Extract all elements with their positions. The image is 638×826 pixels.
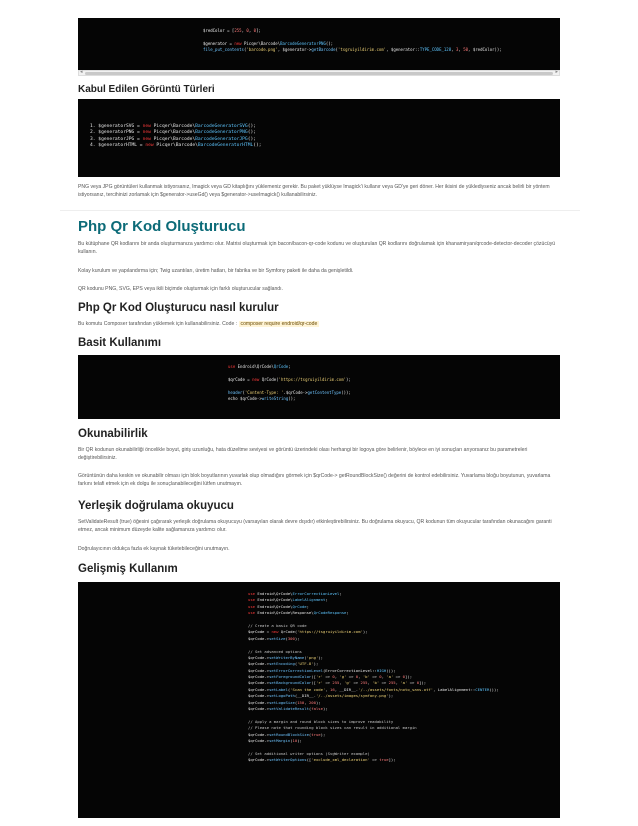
code-token: Endroid\QrCode\Response\ [255,610,314,616]
code-token: setLogoPath [269,693,295,699]
code-token: new [234,40,242,46]
code-token: => [379,680,389,686]
code-token: BarcodeGeneratorSVG [195,124,248,129]
divider [60,210,580,211]
code-token: new [271,629,279,635]
code-token: '/../assets/images/symfony.png' [315,693,389,699]
code-token: ); [294,635,300,641]
code-token: new [145,143,154,149]
code-token: new [252,376,260,382]
code-token: ( [308,706,312,712]
code-token: Picqer\Barcode\ [150,124,196,129]
code-token: => [346,674,356,680]
code-token: 50 [463,47,469,53]
code-token: getBarcode [311,47,336,53]
code-token: , [325,686,331,692]
code-line [90,142,560,148]
code-token: BarcodeGeneratorPNG [280,40,326,46]
paragraph-readability-1: Bir QR kodunun okunabilirliği öncelikle boyut, giriş uzunluğu, hata düzeltme seviyesi ve görüntü üzerindeki olası herhangi bir logoya göre belirlenir, böylece en iyi sonuçları arıyorsanız bu parametreleri değiştirebilirsiniz. [78,447,528,462]
code-token: HIGH [376,667,387,673]
code-token: 255 [388,680,396,686]
code-token: ); [320,731,326,737]
code-token: file_put_contents [203,47,244,53]
code-token: $qrCode-> [248,674,270,680]
code-token: Picqer\Barcode\ [150,130,196,136]
code-token: ); [346,376,351,382]
code-token: ( [242,389,245,395]
code-token: new [142,124,151,129]
heading-qr-install: Php Qr Kod Oluşturucu nasıl kurulur [78,302,279,314]
code-token: $generator [203,40,228,46]
code-token: $qrCode-> [248,737,270,743]
code-token: // Set additional writer options (SvgWriter example) [248,750,370,756]
code-token: ); [362,629,368,635]
code-token: , [451,47,456,53]
code-token: setForegroundColor [269,674,312,680]
code-token: ]); [388,757,396,763]
code-token: => [369,757,380,763]
code-token: writeString [261,395,289,401]
code-token: Picqer\Barcode\ [150,136,196,142]
code-token: Endroid\QrCode\ [255,597,293,603]
code-block-basic-usage [78,355,560,419]
paragraph-image-types: PNG veya JPG görüntüleri kullanmak istiyorsanız, Imagick veya GD kitaplığını yüklemeniz gerekir. Bu paket yüklüyse Imagick'i kullanır veya GD'ye geri döner. Her ikisini de yüklediyseniz ancak belirli bir yöntem istiyorsanız, tercihinizi zorlamak için $generator->useGd() veya $generator->useImagick() kullanabilirsiniz. [78,184,550,199]
install-text: Bu komutu Composer tarafından yüklemek için kullanabilirsiniz. Code : [78,321,238,327]
code-token: => [322,680,333,686]
code-token: setWriterByName [269,654,305,660]
code-token: QrCode [292,603,307,609]
code-token: 'barcode.png' [246,47,278,53]
code-token: QrCodeResponse [313,610,347,616]
code-token: use [248,610,256,616]
code-token: setLabel [269,686,288,692]
code-token: use [248,591,256,596]
code-token: $qrCode [248,629,265,635]
code-token: , [458,47,464,53]
code-token: (ErrorCorrectionLevel:: [322,667,377,673]
code-token: => [369,674,380,680]
code-token: $qrCode-> [237,395,262,401]
code-token: (); [253,143,262,149]
code-token: = [244,376,253,382]
code-token: false [311,706,323,712]
code-token: 3. $generatorJPG = [90,136,143,142]
code-token: , [304,699,309,705]
code-token: 0 [246,28,249,33]
code-token: $qrCode-> [248,686,270,692]
paragraph-validation-2: Doğrulayıcının oldukça fazla ek kaynak tüketebileceğini unutmayın. [78,546,230,552]
code-token: 1. $generatorSVG = [90,124,143,129]
code-block-barcode-png [78,18,560,70]
code-block-generators [78,99,560,177]
code-token: 0 [253,28,257,33]
code-token: 200 [308,699,316,705]
code-token: $qrCode-> [248,693,270,699]
code-token: 'https://tsgruiyildirim.com' [278,376,347,382]
code-token: setValidateResult [269,706,309,712]
code-token: LabelAlignment [292,597,326,603]
code-token: = [264,629,272,635]
code-token: ([ [306,757,312,763]
code-token: ([ [311,680,316,686]
code-token: 300 [287,635,295,641]
code-token: 255 [360,680,368,686]
code-token: 'r' [315,680,323,686]
code-token: 0 [355,674,359,680]
code-token: CENTER [475,686,490,692]
code-token: 'b' [372,680,380,686]
code-token: ); [313,661,319,667]
code-token: ( [287,686,291,692]
code-token: 'Scan the code' [290,686,326,692]
code-token: true [379,757,389,763]
code-token: 10 [292,737,298,743]
code-token: $qrCode-> [248,635,270,641]
code-token: , $generator-> [277,47,312,53]
code-token: 255 [234,28,242,33]
code-token: (); [288,395,296,401]
code-token: .$qrCode-> [283,389,308,395]
code-token: , [395,680,401,686]
code-token: , [248,28,254,33]
code-token: Endroid\QrCode\ [235,364,274,369]
code-token: 16 [330,686,335,692]
code-token: = [ [224,28,235,33]
code-token: setRoundBlockSize [269,731,309,737]
code-token: ()); [489,686,499,692]
code-token: BarcodeGeneratorJPG [195,136,248,142]
code-token: BarcodeGeneratorHTML [197,143,254,149]
code-block-advanced-usage [78,582,560,818]
code-token: 'Content-Type: ' [244,389,284,395]
code-token: 150 [297,699,305,705]
code-token: BarcodeGeneratorPNG [195,130,248,136]
scroll-right-icon[interactable]: ▸ [555,69,558,75]
code-token: setErrorCorrectionLevel [269,667,323,673]
code-token: $redColor [203,28,225,33]
code-token: ); [322,706,328,712]
code-token: (); [247,124,257,129]
code-token: $qrCode-> [248,706,270,712]
code-token: 255 [332,680,340,686]
heading-qr-generator: Php Qr Kod Oluşturucu [78,218,246,235]
code-token: ); [315,699,321,705]
code-token: , [241,28,247,33]
code-token: header [228,389,243,395]
code-token: (); [247,130,257,136]
code-token: ( [294,699,298,705]
code-token: QrCode( [259,376,279,382]
code-token: => [351,680,361,686]
code-token: , LabelAlignment:: [433,686,476,692]
code-token: setEncoding [269,661,295,667]
scrollbar-thumb[interactable] [85,72,553,75]
code-token: ); [297,737,302,743]
code-token: setMargin [269,737,291,743]
code-line [203,47,560,53]
heading-readability: Okunabilirlik [78,428,148,440]
code-token: 4. $generatorHTML = [90,143,146,149]
code-token: 'png' [306,654,319,660]
code-token: 'a' [400,680,408,686]
code-token: ; [339,591,342,596]
code-token: (); [247,136,257,142]
heading-basic-usage: Basit Kullanımı [78,337,162,349]
code-token: ]); [419,680,427,686]
code-token: ); [388,693,394,699]
code-token: , [334,674,340,680]
code-token: use [248,597,256,603]
code-token: ( [304,654,307,660]
code-token: $qrCode-> [248,654,270,660]
code-token: , __DIR__. [334,686,359,692]
code-token: => [393,674,403,680]
code-token: getContentType [307,389,342,395]
code-token: 'tsgruiyildirim.com' [337,47,387,53]
code-token: setBackgroundColor [269,680,312,686]
code-token: 'UTF-8' [297,661,314,667]
code-token: 0 [402,674,406,680]
code-token: 'b' [362,674,370,680]
code-token: ErrorCorrectionLevel [292,591,340,596]
code-token: , [358,674,363,680]
code-token: $qrCode-> [248,680,270,686]
paragraph-validation-1: SetValidateResult (true) öğesini çağırarak yerleşik doğrulama okuyucuyu (varsayılan olarak devre dışıdır) etkinleştirebilirsiniz. Bu doğrulama okuyucu, QR kodunun tüm okuyucular tarafından okunacağını garanti etmez, ancak minimum düzeyde kalite sağlamanıza yardımcı olur. [78,519,552,534]
code-token: // Apply a margin and round block sizes to improve readability [248,718,394,724]
code-token: ; [288,364,291,369]
paragraph-install [78,320,560,328]
code-token: (); [325,40,334,46]
code-token: Picqer\Barcode\ [153,143,198,149]
code-token: 0 [379,674,382,680]
code-token: => [322,674,333,680]
code-token: '/../assets/fonts/noto_sans.otf' [358,686,434,692]
code-token: // Create a basic QR code [248,622,307,628]
code-token: echo [228,395,238,401]
code-token: // Set advanced options [248,648,302,654]
code-token: 0 [332,674,335,680]
code-token: => [407,680,417,686]
code-token: new [142,130,151,136]
paragraph-readability-2: Görüntünün daha keskin ve okunabilir olması için blok boyutlarının yuvarlak olup olmadığını görmek için $qrCode-> getRoundBlockSize() değerini de kontrol edebilirsiniz. Yuvarlama bloğu boyutunun, yuvarlama farkını telafi etmek için ek dolgu ile sonuçlanabileceğini lütfen unutmayın. [78,473,551,488]
code-token: 'a' [386,674,394,680]
code-token: setSize [269,635,286,641]
code-token: , [381,674,387,680]
scroll-left-icon[interactable]: ◂ [80,69,83,75]
code-token: 2. $generatorPNG = [90,130,143,136]
code-token: ; [346,610,349,616]
code-token: , [367,680,373,686]
code-token: (__DIR__. [294,693,316,699]
horizontal-scrollbar[interactable] [78,70,560,76]
code-token: TYPE_CODE_128 [419,47,452,53]
code-token: ( [285,635,288,641]
code-token: 3 [455,47,459,53]
code-token: 'exclude_xml_declaration' [311,757,370,763]
code-token: ( [290,737,293,743]
code-token: $qrCode-> [248,731,270,737]
code-token: Picqer\Barcode\ [241,40,281,46]
code-token: ( [294,661,298,667]
code-token: ; [325,597,328,603]
code-token: $qrCode-> [248,667,270,673]
code-token: , [339,680,345,686]
code-token: 'r' [315,674,323,680]
paragraph-qr-extensions: Kolay kurulum ve yapılandırma için; Twig uzantıları, üretim hatları, bir fabrika ve bir Symfony paketi ile daha da genişletildi. [78,268,354,274]
code-token: ()); [341,389,351,395]
code-token: 'https://tsgruiyildirim.com' [297,629,363,635]
code-line [248,756,560,762]
code-token: ( [308,731,312,737]
code-token: setWriterOptions [269,757,307,763]
code-token: $qrCode-> [248,699,270,705]
code-token: // Please note that rounding block sizes can result in additional margin [248,725,417,731]
code-token: ; [306,603,309,609]
heading-image-types: Kabul Edilen Görüntü Türleri [78,84,215,95]
code-token: 'g' [339,674,347,680]
code-token: , $generator:: [386,47,420,53]
paragraph-qr-formats: QR kodunu PNG, SVG, EPS veya ikili biçimde oluşturmak için farklı oluşturucular sağlandı. [78,286,283,292]
code-token: 'g' [344,680,352,686]
code-token: true [311,731,321,737]
code-token: 0 [416,680,420,686]
code-token: = [227,40,235,46]
code-line [228,396,560,402]
code-token: ]; [256,28,261,33]
code-token: ([ [311,674,316,680]
code-token: Endroid\QrCode\ [255,591,293,596]
code-token: use [248,603,256,609]
heading-built-in-validation: Yerleşik doğrulama okuyucu [78,500,234,512]
code-token: setLogoSize [269,699,295,705]
code-token: ( [243,47,247,53]
code-token: , $redColor)); [468,47,502,53]
code-token: $qrCode-> [248,661,270,667]
code-token: QrCode( [278,629,298,635]
install-command[interactable]: composer require endroid/qr-code [240,321,318,327]
code-token: ); [318,654,323,660]
code-token: ]); [405,674,413,680]
code-token: QrCode [273,364,289,369]
code-token: $qrCode [228,376,245,382]
code-token: use [228,364,236,369]
code-token: new [142,136,151,142]
paragraph-qr-intro: Bu kütüphane QR kodlarını bir anda oluşturmanıza yardımcı olur. Matrisi oluşturmak için bacon/bacon-qr-code kodunu ve oluşturulan QR kodlarını doğrulamak için khanamiryan/qrcode-detector-decoder çözücüyü kullanın. [78,241,556,256]
code-token: ()); [386,667,396,673]
code-token: Endroid\QrCode\ [255,603,293,609]
heading-advanced-usage: Gelişmiş Kullanım [78,563,178,575]
code-token: $qrCode-> [248,757,270,763]
code-token: ( [335,47,338,53]
